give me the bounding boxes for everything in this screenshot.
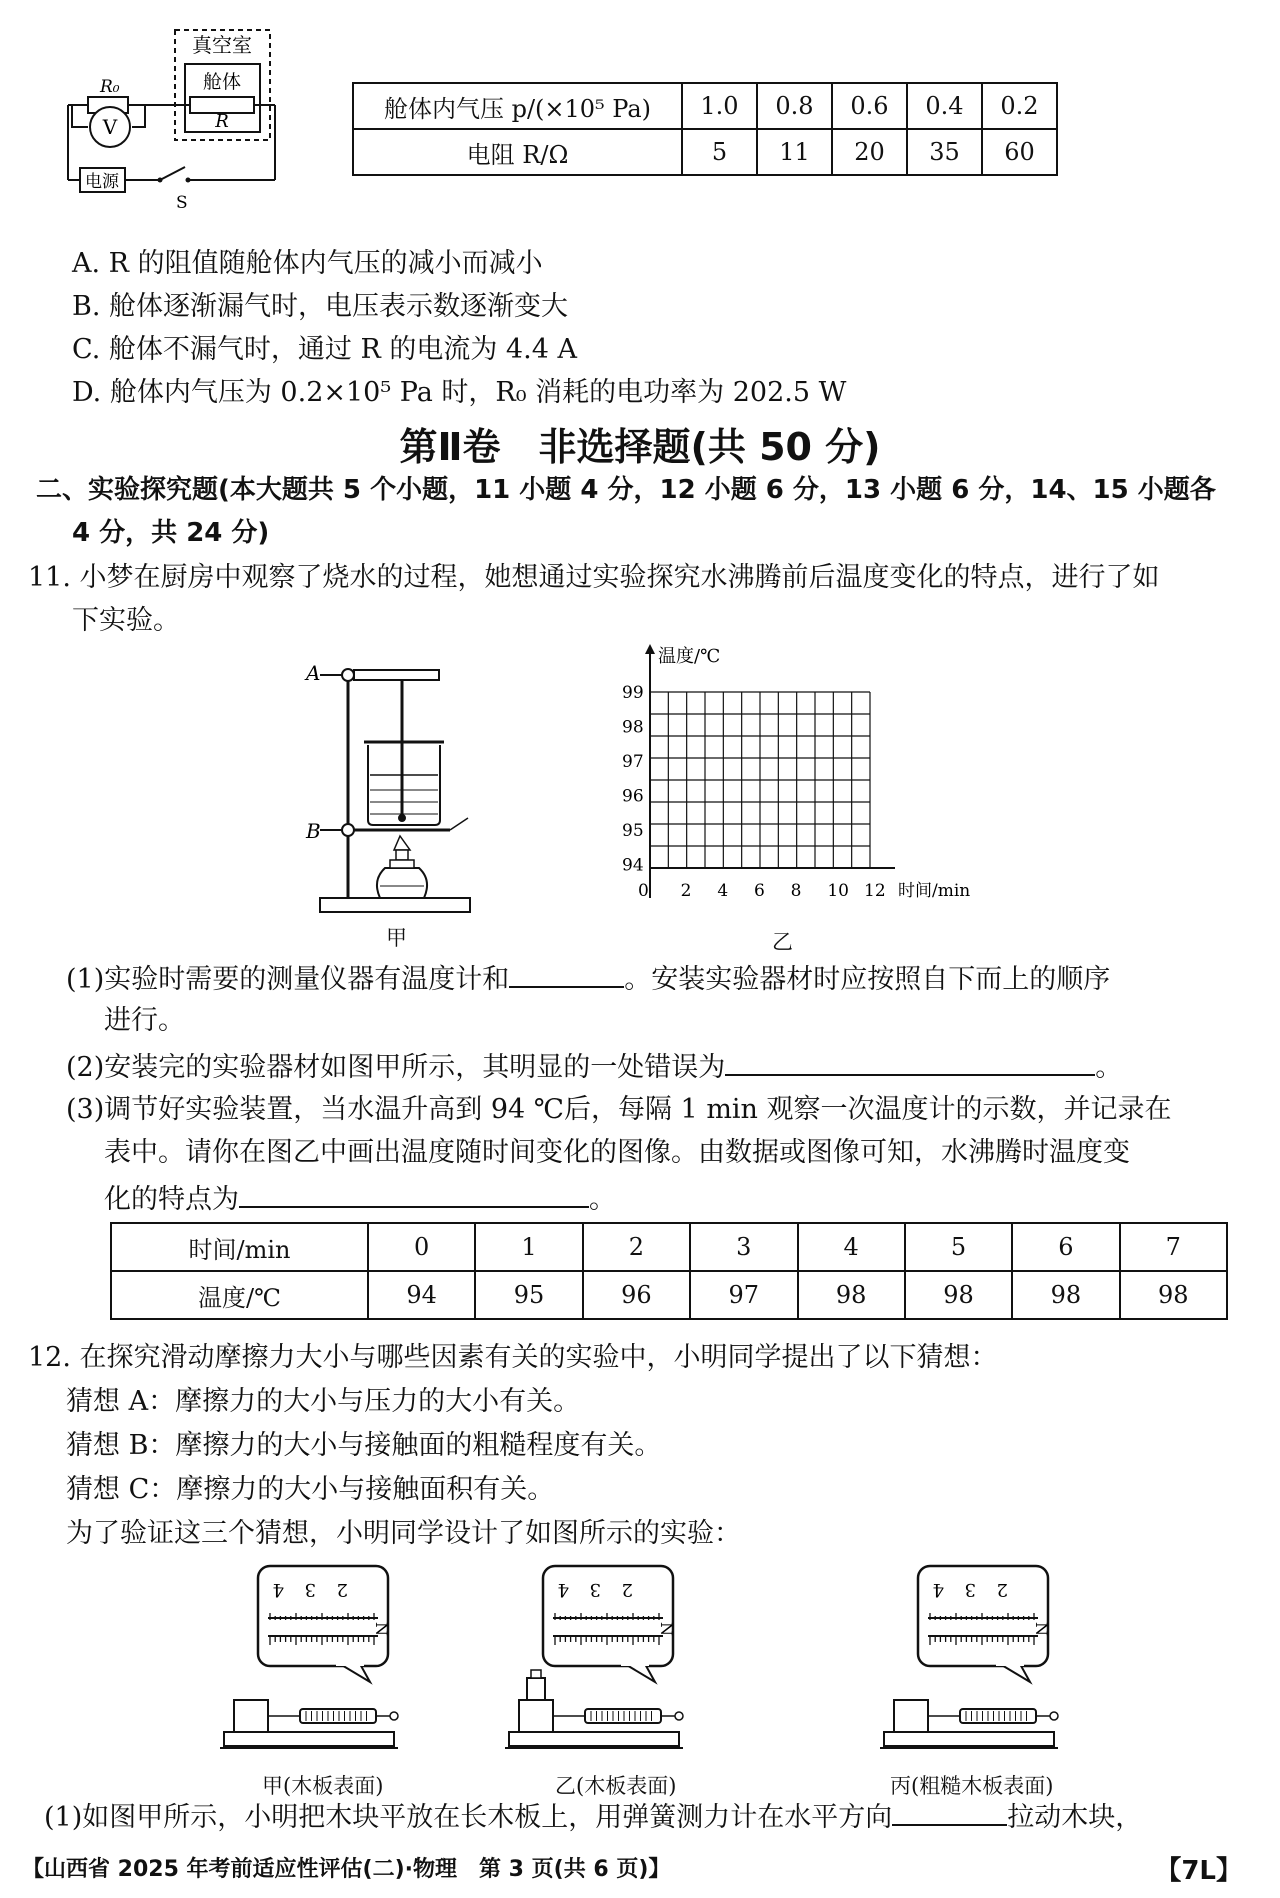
y-tick-label: 99	[622, 683, 644, 703]
q12-stem: 12. 在探究滑动摩擦力大小与哪些因素有关的实验中，小明同学提出了以下猜想：	[28, 1342, 998, 1373]
answer-blank[interactable]	[239, 1180, 589, 1208]
answer-blank[interactable]	[892, 1798, 1007, 1826]
guess-c: 猜想 C：摩擦力的大小与接触面积有关。	[66, 1474, 555, 1505]
q12-part1-text: (1)如图甲所示，小明把木块平放在长木板上，用弹簧测力计在水平方向	[44, 1802, 893, 1833]
x-tick-label: 4	[717, 881, 729, 901]
q11-part1-text: (1)实验时需要的测量仪器有温度计和	[66, 964, 510, 995]
y-axis-label: 温度/℃	[658, 646, 721, 667]
figure-yi-caption: 乙	[772, 930, 793, 954]
table-cell: 1	[475, 1223, 582, 1271]
q12-verify: 为了验证这三个猜想，小明同学设计了如图所示的实验：	[66, 1518, 741, 1549]
table-cell: 98	[905, 1271, 1012, 1319]
scale-number: 2	[621, 1579, 633, 1600]
switch-label: S	[176, 193, 188, 213]
wooden-board	[509, 1732, 679, 1746]
wooden-board	[224, 1732, 394, 1746]
table-row-label: 舱体内气压 p/(×10⁵ Pa)	[353, 83, 682, 129]
q11-part1	[66, 960, 1110, 998]
table-cell: 97	[690, 1271, 797, 1319]
q11-part2-text: (2)安装完的实验器材如图甲所示，其明显的一处错误为	[66, 1052, 726, 1083]
q11-part2-end: 。	[1095, 1052, 1123, 1083]
table-cell: 0	[368, 1223, 475, 1271]
r-label: R	[215, 111, 229, 132]
answer-blank[interactable]	[725, 1048, 1095, 1076]
friction-caption-yi: 乙(木板表面)	[555, 1774, 677, 1798]
table-cell: 0.6	[832, 83, 907, 129]
table-row-label: 电阻 R/Ω	[353, 129, 682, 175]
q11-part3: (3)调节好实验装置，当水温升高到 94 ℃后，每隔 1 min 观察一次温度计的示数，并记录在	[66, 1094, 1172, 1125]
q11-part3-period: 。	[589, 1184, 616, 1215]
y-tick-label: 96	[622, 786, 644, 807]
option-b: B. 舱体逐渐漏气时，电压表示数逐渐变大	[72, 291, 569, 322]
figure-jia-caption: 甲	[386, 926, 407, 950]
answer-blank[interactable]	[509, 960, 624, 988]
table-cell: 98	[798, 1271, 905, 1319]
label-a: A	[306, 661, 321, 685]
cabin-label: 舱体	[202, 71, 242, 93]
scale-number: 2	[336, 1579, 348, 1600]
section-header-cont: 4 分，共 24 分)	[72, 518, 270, 548]
table-cell: 3	[690, 1223, 797, 1271]
q11-part3-text: 化的特点为	[104, 1184, 239, 1215]
friction-figure-yi	[505, 1560, 715, 1765]
grid-lines	[650, 692, 870, 868]
temperature-table	[110, 1222, 1228, 1320]
scale-number: 4	[557, 1579, 569, 1600]
wood-block	[894, 1700, 928, 1732]
option-a: A. R 的阻值随舱体内气压的减小而减小	[72, 248, 543, 279]
r0-label: R₀	[100, 77, 120, 97]
table-cell: 98	[1012, 1271, 1119, 1319]
scale-number: 3	[964, 1579, 976, 1600]
scale-number: 4	[272, 1579, 284, 1600]
table-cell: 11	[757, 129, 832, 175]
q11-part3-end	[104, 1180, 616, 1218]
friction-figure-jia	[220, 1560, 430, 1765]
wood-block	[234, 1700, 268, 1732]
friction-caption-bing: 丙(粗糙木板表面)	[890, 1774, 1054, 1798]
scale-number: 3	[304, 1579, 316, 1600]
x-tick-label: 12	[864, 881, 886, 901]
pressure-resistance-table	[352, 82, 1058, 176]
x-axis-label: 时间/min	[898, 881, 971, 901]
table-row-label: 时间/min	[111, 1223, 368, 1271]
section-header: 二、实验探究题(本大题共 5 个小题，11 小题 4 分，12 小题 6 分，13 小题 6 分，14、15 小题各	[36, 475, 1216, 505]
switch-icon	[160, 167, 185, 180]
y-tick-label: 94	[622, 855, 644, 876]
q11-part3-cont: 表中。请你在图乙中画出温度随时间变化的图像。由数据或图像可知，水沸腾时温度变	[104, 1137, 1130, 1168]
table-cell: 7	[1120, 1223, 1227, 1271]
q11-part1-cont: 进行。	[104, 1005, 185, 1036]
table-cell: 6	[1012, 1223, 1119, 1271]
table-cell: 98	[1120, 1271, 1227, 1319]
x-tick-label: 10	[827, 881, 849, 901]
friction-caption-jia: 甲(木板表面)	[262, 1774, 384, 1798]
table-cell: 95	[475, 1271, 582, 1319]
figure-yi-grid	[610, 640, 990, 910]
y-tick-label: 97	[622, 752, 644, 772]
voltmeter-label: V	[102, 115, 118, 139]
table-cell: 1.0	[682, 83, 757, 129]
y-tick-label: 98	[622, 717, 644, 738]
q11-part1-text2: 。安装实验器材时应按照自下而上的顺序	[624, 964, 1111, 995]
x-tick-label: 2	[680, 881, 692, 901]
q11-part2	[66, 1048, 1122, 1086]
option-d: D. 舱体内气压为 0.2×10⁵ Pa 时，R₀ 消耗的电功率为 202.5 W	[72, 377, 847, 408]
table-cell: 0.4	[907, 83, 982, 129]
power-source-label: 电源	[85, 172, 119, 192]
scale-unit: N	[1032, 1622, 1051, 1636]
q12-part1	[44, 1798, 1142, 1836]
table-cell: 4	[798, 1223, 905, 1271]
table-cell: 2	[583, 1223, 690, 1271]
x-tick-label: 8	[790, 881, 802, 901]
vacuum-label: 真空室	[192, 33, 252, 57]
table-cell: 5	[682, 129, 757, 175]
guess-a: 猜想 A：摩擦力的大小与压力的大小有关。	[66, 1386, 581, 1417]
scale-number: 4	[932, 1579, 944, 1600]
footer-right: 【7L】	[1155, 1856, 1242, 1886]
q11-stem: 11. 小梦在厨房中观察了烧水的过程，她想通过实验探究水沸腾前后温度变化的特点，进行了如	[28, 562, 1160, 593]
table-cell: 5	[905, 1223, 1012, 1271]
scale-unit: N	[657, 1622, 676, 1636]
section-title: 第Ⅱ卷 非选择题(共 50 分)	[399, 425, 881, 469]
footer-left: 【山西省 2025 年考前适应性评估(二)·物理 第 3 页(共 6 页)】	[22, 1857, 671, 1882]
guess-b: 猜想 B：摩擦力的大小与接触面的粗糙程度有关。	[66, 1430, 662, 1461]
circuit-diagram	[60, 22, 280, 237]
x-tick-label: 0	[638, 881, 649, 901]
wooden-board	[884, 1732, 1054, 1746]
scale-unit: N	[372, 1622, 391, 1636]
table-cell: 60	[982, 129, 1057, 175]
q12-part1-text2: 拉动木块，	[1007, 1802, 1143, 1833]
friction-figure-bing	[880, 1560, 1090, 1765]
table-cell: 0.8	[757, 83, 832, 129]
scale-number: 2	[996, 1579, 1008, 1600]
table-cell: 20	[832, 129, 907, 175]
wood-block	[519, 1700, 553, 1732]
table-cell: 0.2	[982, 83, 1057, 129]
q11-stem-cont: 下实验。	[72, 605, 180, 636]
option-c: C. 舱体不漏气时，通过 R 的电流为 4.4 A	[72, 334, 577, 365]
table-row-label: 温度/℃	[111, 1271, 368, 1319]
figure-jia-apparatus	[300, 650, 500, 950]
table-cell: 96	[583, 1271, 690, 1319]
x-tick-label: 6	[754, 881, 765, 901]
scale-number: 3	[589, 1579, 601, 1600]
label-b: B	[306, 819, 321, 843]
table-cell: 94	[368, 1271, 475, 1319]
weight-icon	[527, 1678, 545, 1700]
table-cell: 35	[907, 129, 982, 175]
y-tick-label: 95	[622, 821, 644, 841]
